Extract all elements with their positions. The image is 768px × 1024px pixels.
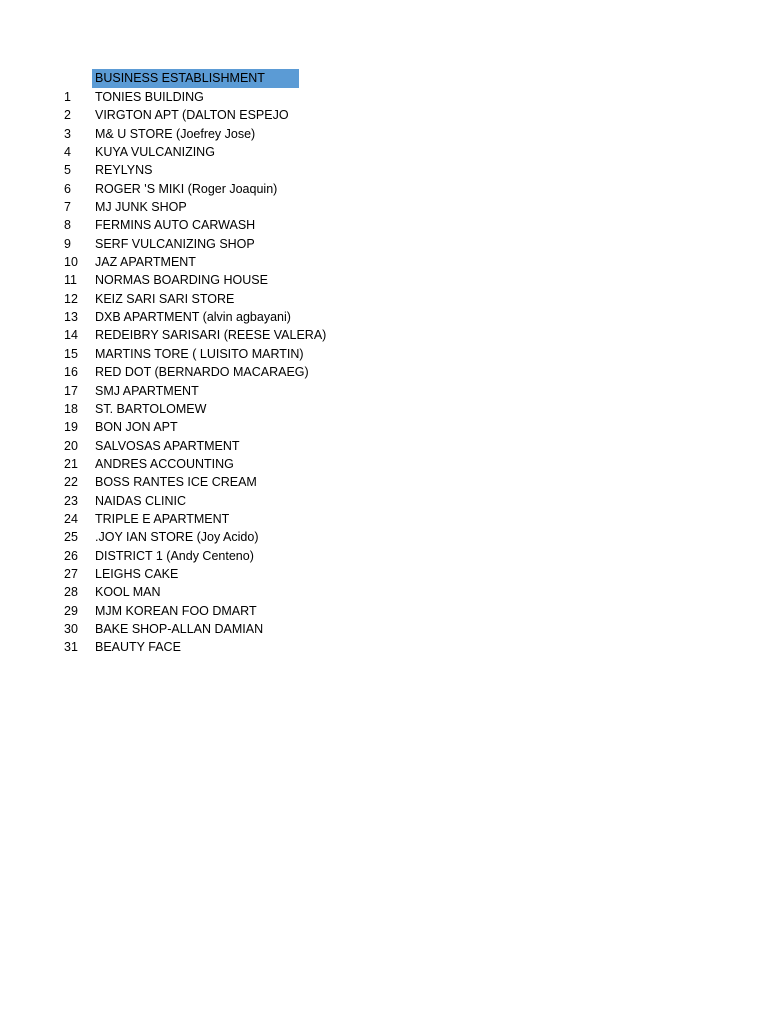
row-number: 5 bbox=[64, 163, 71, 178]
list-item bbox=[0, 492, 768, 510]
establishment-name: BOSS RANTES ICE CREAM bbox=[95, 475, 257, 490]
list-item bbox=[0, 271, 768, 289]
row-number: 15 bbox=[64, 346, 78, 361]
establishment-name: KEIZ SARI SARI STORE bbox=[95, 291, 235, 306]
list-item bbox=[0, 565, 768, 583]
list-item bbox=[0, 88, 768, 106]
establishment-name: SALVOSAS APARTMENT bbox=[95, 438, 240, 453]
row-number: 31 bbox=[64, 640, 78, 655]
list-item bbox=[0, 161, 768, 179]
establishment-list bbox=[0, 88, 768, 657]
establishment-name: LEIGHS CAKE bbox=[95, 566, 179, 581]
row-number: 11 bbox=[64, 273, 77, 288]
list-item bbox=[0, 253, 768, 271]
establishment-name: ST. BARTOLOMEW bbox=[95, 401, 207, 416]
establishment-name: MJ JUNK SHOP bbox=[95, 200, 187, 215]
row-number: 22 bbox=[64, 475, 78, 490]
list-item bbox=[0, 106, 768, 124]
establishment-name: ROGER 'S MIKI (Roger Joaquin) bbox=[95, 181, 278, 196]
establishment-name: NAIDAS CLINIC bbox=[95, 493, 186, 508]
establishment-name: RED DOT (BERNARDO MACARAEG) bbox=[95, 365, 309, 380]
row-number: 23 bbox=[64, 493, 78, 508]
list-item bbox=[0, 602, 768, 620]
list-item bbox=[0, 583, 768, 601]
list-item bbox=[0, 235, 768, 253]
row-number: 27 bbox=[64, 566, 78, 581]
row-number: 10 bbox=[64, 255, 78, 270]
establishment-name: BON JON APT bbox=[95, 420, 178, 435]
row-number: 4 bbox=[64, 145, 71, 160]
row-number: 7 bbox=[64, 200, 71, 215]
row-number: 16 bbox=[64, 365, 78, 380]
establishment-name: MJM KOREAN FOO DMART bbox=[95, 603, 257, 618]
establishment-name: JAZ APARTMENT bbox=[95, 255, 196, 270]
list-item bbox=[0, 326, 768, 344]
row-number: 24 bbox=[64, 511, 78, 526]
establishment-name: REYLYNS bbox=[95, 163, 153, 178]
row-number: 13 bbox=[64, 310, 78, 325]
row-number: 3 bbox=[64, 126, 71, 141]
list-item bbox=[0, 473, 768, 491]
list-item bbox=[0, 510, 768, 528]
row-number: 8 bbox=[64, 218, 71, 233]
establishment-name: DXB APARTMENT (alvin agbayani) bbox=[95, 310, 291, 325]
establishment-name: NORMAS BOARDING HOUSE bbox=[95, 273, 268, 288]
list-item bbox=[0, 345, 768, 363]
establishment-name: KOOL MAN bbox=[95, 585, 161, 600]
establishment-name: BAKE SHOP-ALLAN DAMIAN bbox=[95, 621, 264, 636]
establishment-name: TONIES BUILDING bbox=[95, 90, 204, 104]
establishment-name: DISTRICT 1 (Andy Centeno) bbox=[95, 548, 254, 563]
list-item bbox=[0, 363, 768, 381]
list-item bbox=[0, 455, 768, 473]
establishment-name: MARTINS TORE ( LUISITO MARTIN) bbox=[95, 346, 304, 361]
establishment-name: KUYA VULCANIZING bbox=[95, 145, 215, 160]
list-item bbox=[0, 437, 768, 455]
row-number: 28 bbox=[64, 585, 78, 600]
list-item bbox=[0, 528, 768, 546]
row-number: 21 bbox=[64, 456, 78, 471]
row-number: 26 bbox=[64, 548, 78, 563]
list-item bbox=[0, 308, 768, 326]
establishment-name: SERF VULCANIZING SHOP bbox=[95, 236, 255, 251]
row-number: 2 bbox=[64, 108, 71, 123]
list-item bbox=[0, 125, 768, 143]
establishment-name: ANDRES ACCOUNTING bbox=[95, 456, 234, 471]
list-item bbox=[0, 382, 768, 400]
row-number: 9 bbox=[64, 236, 71, 251]
establishment-name: SMJ APARTMENT bbox=[95, 383, 199, 398]
row-number: 12 bbox=[64, 291, 78, 306]
row-number: 17 bbox=[64, 383, 78, 398]
establishment-name: .JOY IAN STORE (Joy Acido) bbox=[95, 530, 259, 545]
list-item bbox=[0, 547, 768, 565]
list-item bbox=[0, 638, 768, 656]
row-number: 20 bbox=[64, 438, 78, 453]
list-item bbox=[0, 620, 768, 638]
establishment-name: TRIPLE E APARTMENT bbox=[95, 511, 230, 526]
list-item bbox=[0, 143, 768, 161]
row-number: 18 bbox=[64, 401, 78, 416]
establishment-name: BEAUTY FACE bbox=[95, 640, 181, 655]
row-number: 19 bbox=[64, 420, 78, 435]
row-number: 6 bbox=[64, 181, 71, 196]
column-header-business-establishment: BUSINESS ESTABLISHMENT bbox=[92, 69, 299, 88]
list-item bbox=[0, 198, 768, 216]
row-number: 14 bbox=[64, 328, 78, 343]
row-number: 29 bbox=[64, 603, 78, 618]
list-item bbox=[0, 418, 768, 436]
row-number: 25 bbox=[64, 530, 78, 545]
list-item bbox=[0, 400, 768, 418]
establishment-name: M& U STORE (Joefrey Jose) bbox=[95, 126, 256, 141]
list-item bbox=[0, 180, 768, 198]
row-number: 30 bbox=[64, 621, 78, 636]
row-number: 1 bbox=[64, 90, 71, 104]
list-item bbox=[0, 290, 768, 308]
establishment-name: REDEIBRY SARISARI (REESE VALERA) bbox=[95, 328, 327, 343]
list-item bbox=[0, 216, 768, 234]
establishment-name: VIRGTON APT (DALTON ESPEJO bbox=[95, 108, 289, 123]
establishment-name: FERMINS AUTO CARWASH bbox=[95, 218, 256, 233]
